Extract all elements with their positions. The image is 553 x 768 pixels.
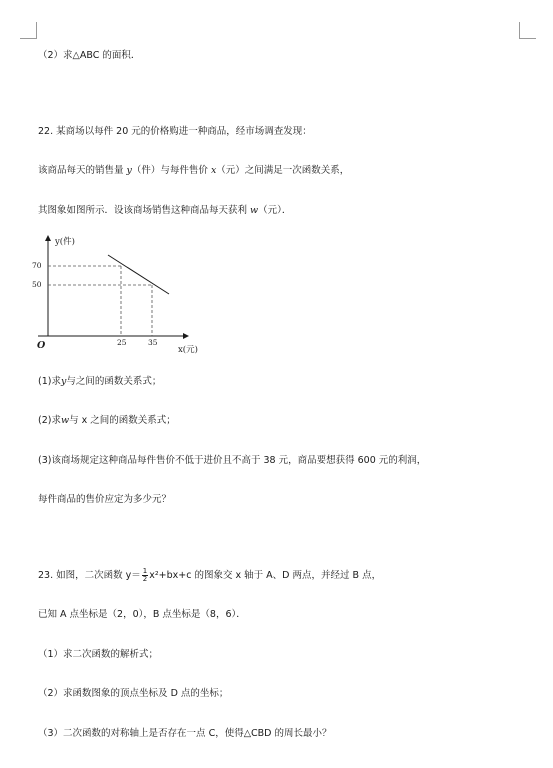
q22-part1-var: y	[60, 376, 67, 387]
fraction-numerator: 1	[142, 567, 148, 575]
q23-line2: 已知 A 点坐标是（2，0），B 点坐标是（8，6）．	[38, 609, 246, 620]
page-corner-mark-right	[519, 22, 536, 39]
q22-part2	[38, 414, 176, 428]
q22-line3-text-a: 其图象如图所示．设该商场销售这种商品每天获利	[38, 205, 251, 216]
x-axis-label: x(元)	[178, 345, 198, 355]
q22-part1-text-a: (1)求	[38, 376, 61, 387]
q22-line2-text-a: 该商品每天的销售量	[38, 165, 127, 176]
q22-part3: (3)该商场规定这种商品每件售价不低于进价且不高于 38 元，商品要想获得 600 元的利润，	[38, 455, 427, 466]
q22-part2-text-b: 与 x 之间的函数关系式；	[69, 415, 176, 426]
q23-intro-text-a: 23. 如图，二次函数 y＝	[38, 570, 141, 581]
function-line	[108, 255, 169, 294]
q23-intro	[38, 568, 381, 583]
q23-part1: （1）求二次函数的解析式；	[38, 649, 159, 660]
q21-part2: （2）求△ABC 的面积．	[38, 50, 141, 61]
q23-part2: （2）求函数图象的顶点坐标及 D 点的坐标；	[38, 688, 229, 699]
x-tick-25: 25	[117, 338, 127, 347]
q22-line3-text-b: （元）．	[258, 205, 292, 216]
q22-line2	[38, 164, 349, 178]
q22-part2-var: w	[60, 415, 70, 426]
q22-part1	[38, 375, 161, 389]
x-tick-35: 35	[148, 338, 158, 347]
q22-part3-cont: 每件商品的售价应定为多少元？	[38, 494, 172, 505]
linear-function-graph	[28, 228, 218, 358]
q23-part3: （3）二次函数的对称轴上是否存在一点 C，使得△CBD 的周长最小？	[38, 728, 332, 739]
fraction-one-half	[142, 568, 148, 583]
y-tick-70: 70	[32, 261, 42, 270]
q22-part2-text-a: (2)求	[38, 415, 61, 426]
q23-intro-text-b: x²+bx+c 的图象交 x 轴于 A、D 两点，并经过 B 点，	[149, 570, 382, 581]
y-axis-label: y(件)	[55, 237, 75, 247]
q22-var-w: w	[250, 205, 259, 216]
fraction-denominator: 2	[142, 575, 148, 583]
y-tick-50: 50	[32, 280, 42, 289]
q22-var-y: y	[126, 165, 132, 176]
q22-line3	[38, 204, 291, 218]
q22-part1-text-b: 与之间的函数关系式；	[66, 376, 162, 387]
q22-var-x: x	[210, 165, 217, 176]
q22-line2-text-b: （件）与每件售价	[131, 165, 211, 176]
page-corner-mark-left	[20, 22, 37, 39]
q22-intro: 22. 某商场以每件 20 元的价格购进一种商品，经市场调查发现：	[38, 126, 312, 137]
q22-line2-text-c: （元）之间满足一次函数关系，	[216, 165, 350, 176]
origin-label: O	[37, 340, 46, 351]
